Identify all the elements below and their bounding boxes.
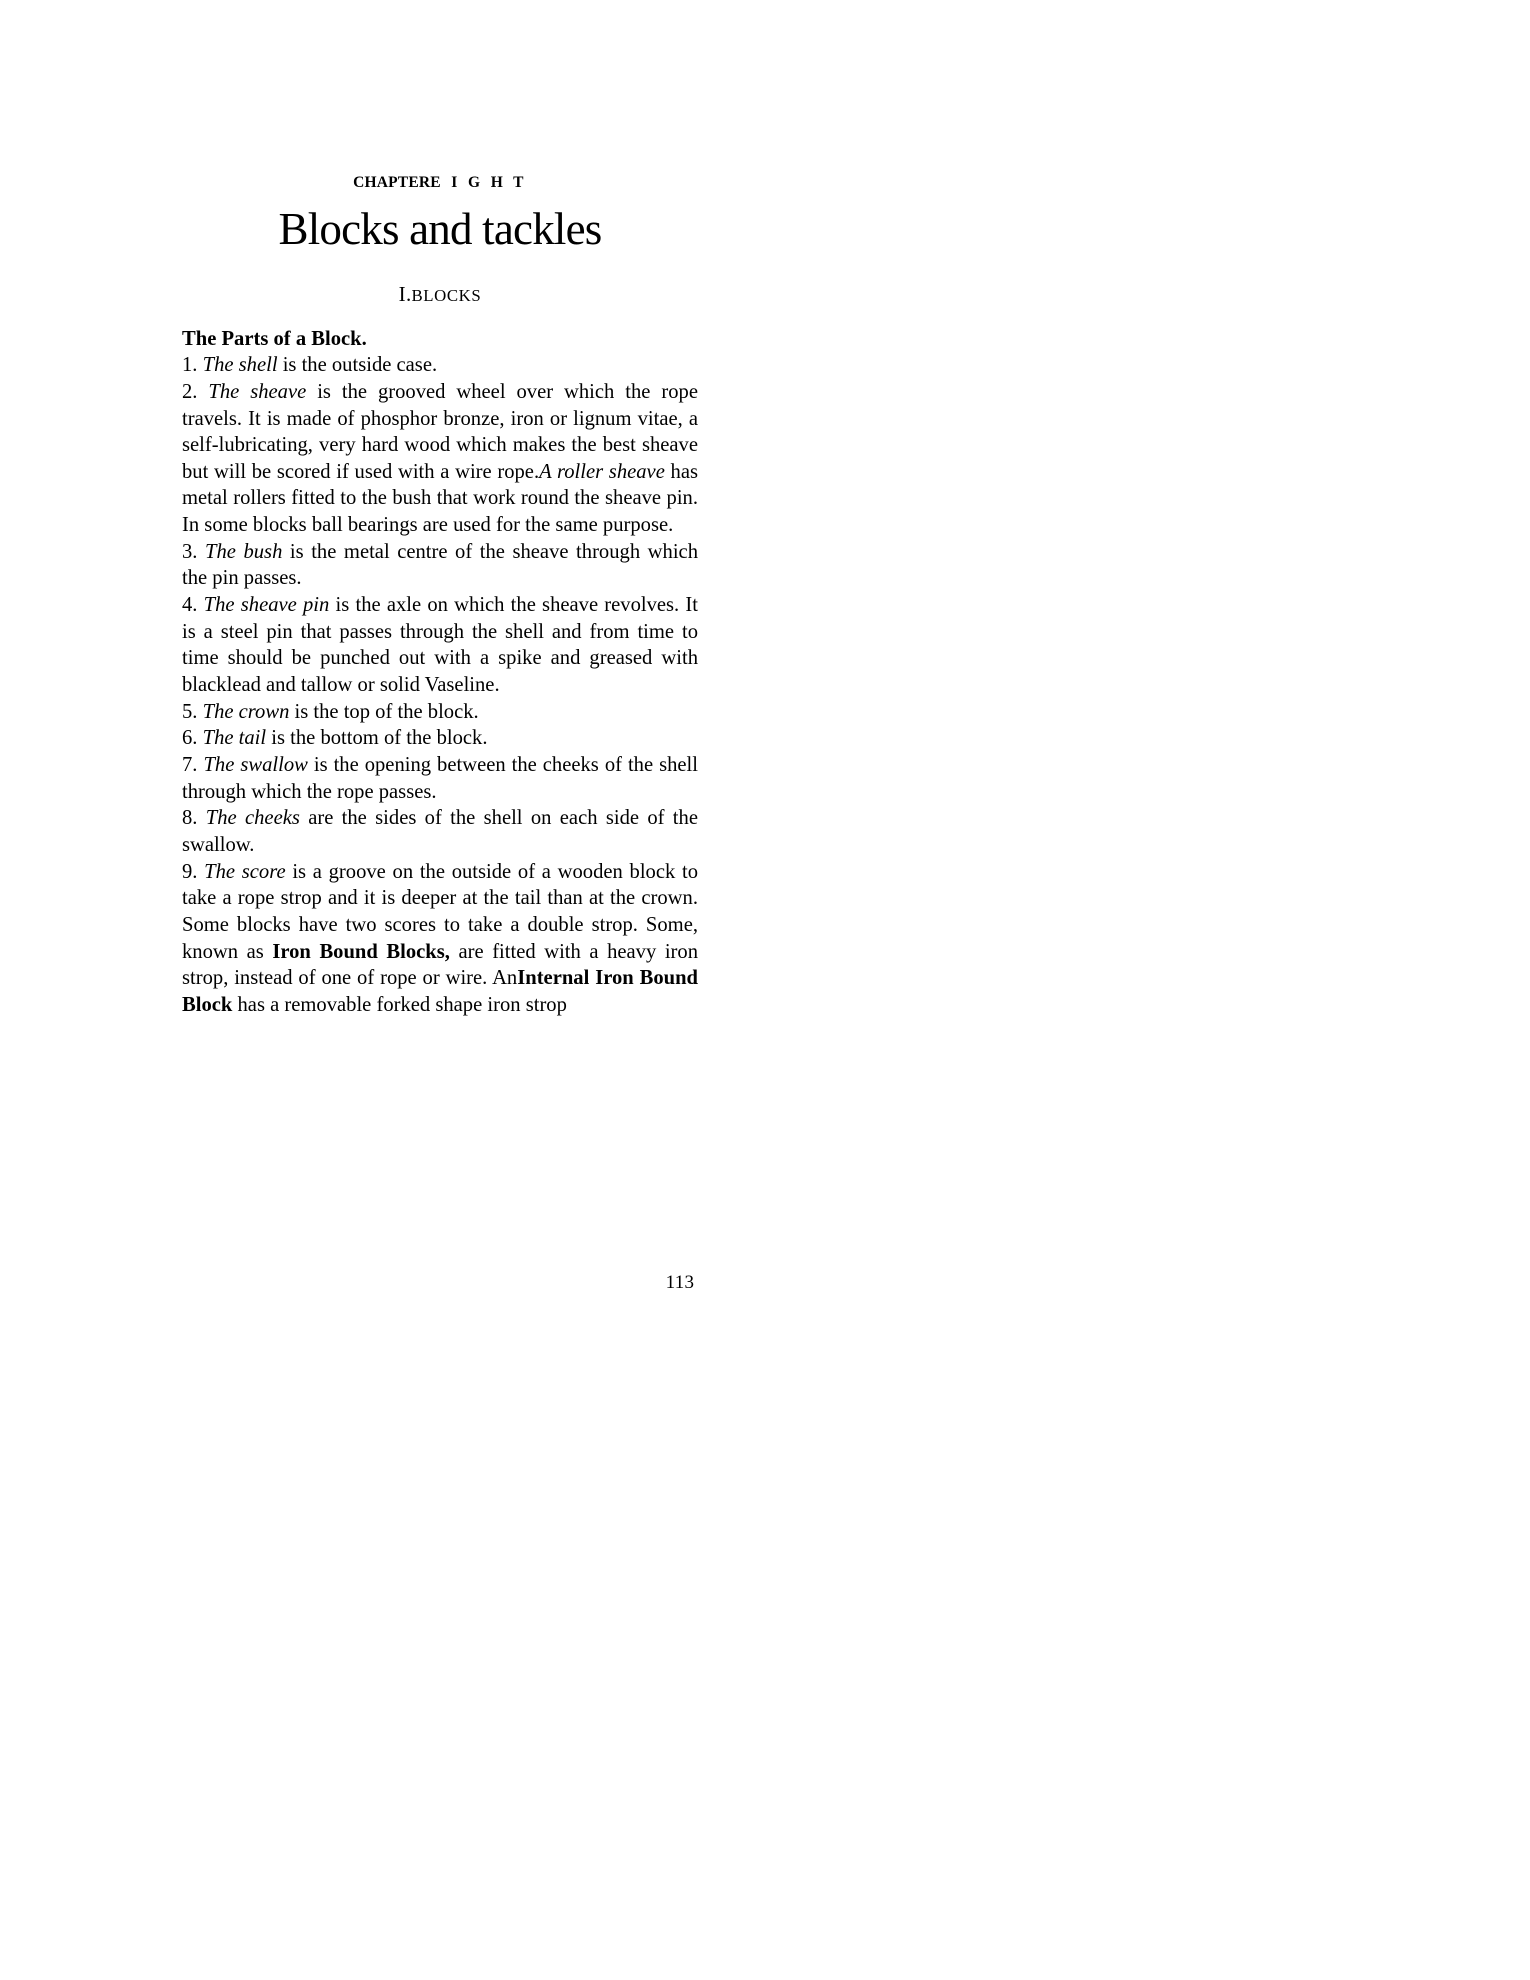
item-term: The swallow <box>203 754 308 777</box>
item-number: 2. <box>182 380 198 403</box>
item-term: The bush <box>205 540 283 563</box>
item-term: The shell <box>202 354 278 377</box>
page-folio <box>0 1272 1530 1294</box>
item-number: 5. <box>182 700 198 723</box>
list-item <box>182 859 698 1019</box>
item-text: is the outside case. <box>277 354 438 377</box>
item-term: The sheave <box>208 380 307 403</box>
item-term: The score <box>204 860 286 883</box>
list-item <box>182 539 698 592</box>
chapter-label <box>182 174 698 191</box>
item-term: The sheave pin <box>203 594 330 617</box>
page-number: 113 <box>665 1272 695 1293</box>
text-column <box>182 0 698 1019</box>
item-text: is the grooved wheel over which the rope travels. It is made of phosphor bronze, iron or lignum vitae, a self-lubricating, very hard wood which makes the best sheave but will be scored if used with a wire rope. <box>182 380 698 483</box>
list-item <box>182 725 698 752</box>
item-term: The tail <box>202 727 267 750</box>
item-text: are the sides of the shell on each side of the swallow. <box>182 807 698 856</box>
item-number: 3. <box>182 540 198 563</box>
item-text: is the opening between the cheeks of the shell through which the rope passes. <box>182 754 698 803</box>
list-item <box>182 752 698 805</box>
item-text-secondary: has metal rollers fitted to the bush that work round the sheave pin. In some blocks ball bearings are used for the same purpose. <box>182 460 698 537</box>
item-text: is the metal centre of the sheave through which the pin passes. <box>182 540 698 590</box>
list-item <box>182 592 698 699</box>
item-number: 7. <box>182 754 198 777</box>
section-number: I. <box>398 282 412 307</box>
item-bold-term-2: Internal Iron Bound Block <box>182 967 698 1016</box>
item-text: is the top of the block. <box>289 700 479 723</box>
item-text: is the axle on which the sheave revolves. It is a steel pin that passes through the shell and from time to time should be punched out with a spike and greased with blacklead and tallow or solid Vaseline. <box>182 594 698 697</box>
item-term: The crown <box>202 700 290 723</box>
item-number: 9. <box>182 860 198 883</box>
subheading: The Parts of a Block. <box>182 327 367 350</box>
list-item <box>182 352 698 379</box>
section-heading <box>182 283 698 306</box>
item-number: 4. <box>182 594 198 617</box>
page-title: Blocks and tackles <box>278 204 602 255</box>
item-term-secondary: A roller sheave <box>539 460 665 483</box>
body-text <box>182 326 698 1019</box>
list-item <box>182 699 698 726</box>
item-number: 8. <box>182 807 198 830</box>
section-name: BLOCKS <box>411 286 482 306</box>
item-number: 6. <box>182 727 198 750</box>
item-bold-term-1: Iron Bound Blocks, <box>272 940 450 963</box>
item-number: 1. <box>182 354 198 377</box>
item-text: is a groove on the outside of a wooden block to take a rope strop and it is deeper at the tail than at the crown. Some blocks have two scores to take a double strop. Some, known as <box>182 860 699 963</box>
item-text-middle: are fitted with a heavy iron strop, instead of one of rope or wire. An <box>182 940 699 990</box>
item-text-end: has a removable forked shape iron strop <box>232 993 567 1016</box>
item-term: The cheeks <box>205 807 300 830</box>
item-text: is the bottom of the block. <box>266 727 488 750</box>
list-item <box>182 805 698 858</box>
list-item <box>182 379 698 539</box>
chapter-label-prefix: CHAPTER <box>353 174 431 191</box>
chapter-label-number: E I G H T <box>430 174 527 191</box>
